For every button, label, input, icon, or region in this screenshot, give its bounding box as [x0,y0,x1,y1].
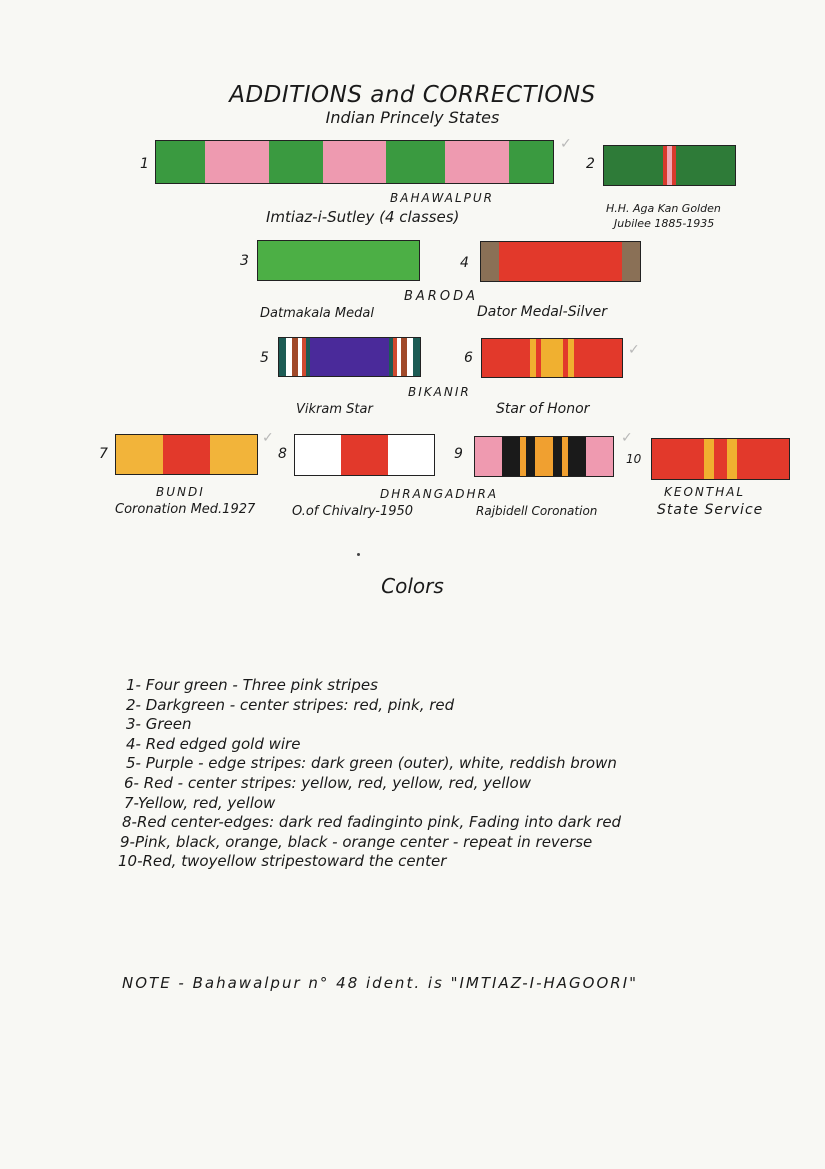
ribbon-2-stripe [604,146,663,185]
state-label-baroda: BARODA [404,289,478,304]
legend-item-2: 2- Darkgreen - center stripes: red, pink, red [126,695,455,714]
ribbon-2-stripe [676,146,735,185]
ribbon-9-stripe [568,437,586,476]
medal-label-rajbidell: Rajbidell Coronation [476,504,598,518]
ribbon-9-stripe [520,437,527,476]
medal-label-imtiaz: Imtiaz-i-Sutley (4 classes) [266,208,460,226]
ribbon-8-stripe [295,435,341,475]
ribbon-2 [603,145,736,186]
ribbon-9-stripe [475,437,502,476]
ribbon-number-8: 8 [278,446,287,462]
ribbon-9-stripe [562,437,569,476]
ribbon-5-stripe [407,338,414,376]
legend-item-1: 1- Four green - Three pink stripes [126,676,378,694]
legend-item-3: 3- Green [126,715,192,734]
medal-label-chivalry: O.of Chivalry-1950 [292,504,414,519]
ribbon-3-stripe [258,241,419,280]
state-label-dhrangadhra: DHRANGADHRA [380,487,499,501]
ribbon-number-4: 4 [460,255,469,271]
ribbon-number-3: 3 [240,253,249,269]
ribbon-number-6: 6 [464,350,473,366]
ribbon-7-stripe [210,435,257,474]
ribbon-6 [481,338,623,378]
ribbon-number-1: 1 [140,156,149,172]
ribbon-1-stripe [509,141,553,183]
ribbon-number-2: 2 [586,156,595,172]
note-text: NOTE - Bahawalpur n° 48 ident. is "IMTIAZ-I-HAGOORI" [122,974,639,992]
ribbon-9-stripe [553,437,562,476]
ribbon-number-7: 7 [99,446,108,462]
ribbon-9-stripe [502,437,520,476]
ribbon-9 [474,436,614,477]
ribbon-1-stripe [205,141,269,183]
ribbon-5-stripe [310,338,390,376]
legend-item-9: 9-Pink, black, orange, black - orange center - repeat in reverse [120,832,593,851]
ribbon-number-9: 9 [454,446,463,462]
colors-heading: Colors [381,574,444,598]
ribbon-4-stripe [481,242,499,281]
ink-dot [357,553,360,556]
ribbon-5-stripe [279,338,286,376]
legend-item-10: 10-Red, twoyellow stripestoward the center [118,852,447,871]
ribbon-7-stripe [116,435,163,474]
ribbon-6-stripe [482,339,530,377]
ribbon-1-stripe [269,141,323,183]
ribbon-10-stripe [652,439,704,479]
ribbon-10-stripe [714,439,726,479]
ribbon-5-stripe [413,338,420,376]
ribbon-6-stripe [541,339,562,377]
medal-label-aga-khan-2: Jubilee 1885-1935 [614,217,715,230]
medal-label-keonthal: State Service [657,502,764,518]
ribbon-1-stripe [323,141,387,183]
ribbon-5-stripe [286,338,293,376]
ribbon-8 [294,434,435,476]
ribbon-10-stripe [737,439,789,479]
ribbon-4-stripe [622,242,640,281]
page-subtitle: Indian Princely States [325,108,500,127]
medal-label-star-honor: Star of Honor [496,401,590,417]
ribbon-7 [115,434,258,475]
ribbon-8-stripe [388,435,434,475]
ribbon-1-stripe [445,141,509,183]
legend-item-4: 4- Red edged gold wire [126,734,301,753]
medal-label-bundi: Coronation Med.1927 [115,502,256,517]
ribbon-number-5: 5 [260,350,269,366]
ribbon-6-stripe [574,339,622,377]
check-mark-icon: ✓ [262,430,274,446]
ribbon-8-stripe [341,435,387,475]
ribbon-7-stripe [163,435,210,474]
legend-item-8: 8-Red center-edges: dark red fadinginto pink, Fading into dark red [122,813,622,832]
ribbon-9-stripe [535,437,553,476]
state-label-bundi: BUNDI [156,485,205,499]
colors-legend [118,676,621,872]
ribbon-5 [278,337,421,377]
state-label-keonthal: KEONTHAL [664,485,746,499]
ribbon-number-10: 10 [626,452,642,466]
ribbon-10-stripe [727,439,737,479]
ribbon-9-stripe [586,437,613,476]
check-mark-icon: ✓ [621,430,633,446]
check-mark-icon: ✓ [560,136,572,152]
medal-label-aga-khan-1: H.H. Aga Kan Golden [606,202,721,215]
ribbon-10 [651,438,790,480]
ribbon-1 [155,140,554,184]
ribbon-9-stripe [526,437,535,476]
legend-item-5: 5- Purple - edge stripes: dark green (outer), white, reddish brown [126,754,617,773]
page-title: ADDITIONS and CORRECTIONS [229,82,596,108]
ribbon-4 [480,241,641,282]
medal-label-datmakala: Datmakala Medal [260,306,374,321]
state-label-bikanir: BIKANIR [408,385,471,399]
state-label-bahawalpur: BAHAWALPUR [390,191,494,205]
ribbon-3 [257,240,420,281]
medal-label-dator: Dator Medal-Silver [477,304,608,320]
legend-item-7: 7-Yellow, red, yellow [124,793,276,812]
ribbon-4-stripe [499,242,623,281]
medal-label-vikram: Vikram Star [296,402,373,417]
ribbon-1-stripe [156,141,205,183]
ribbon-10-stripe [704,439,714,479]
ribbon-1-stripe [386,141,445,183]
check-mark-icon: ✓ [628,342,640,358]
legend-item-6: 6- Red - center stripes: yellow, red, yellow, red, yellow [124,773,532,792]
